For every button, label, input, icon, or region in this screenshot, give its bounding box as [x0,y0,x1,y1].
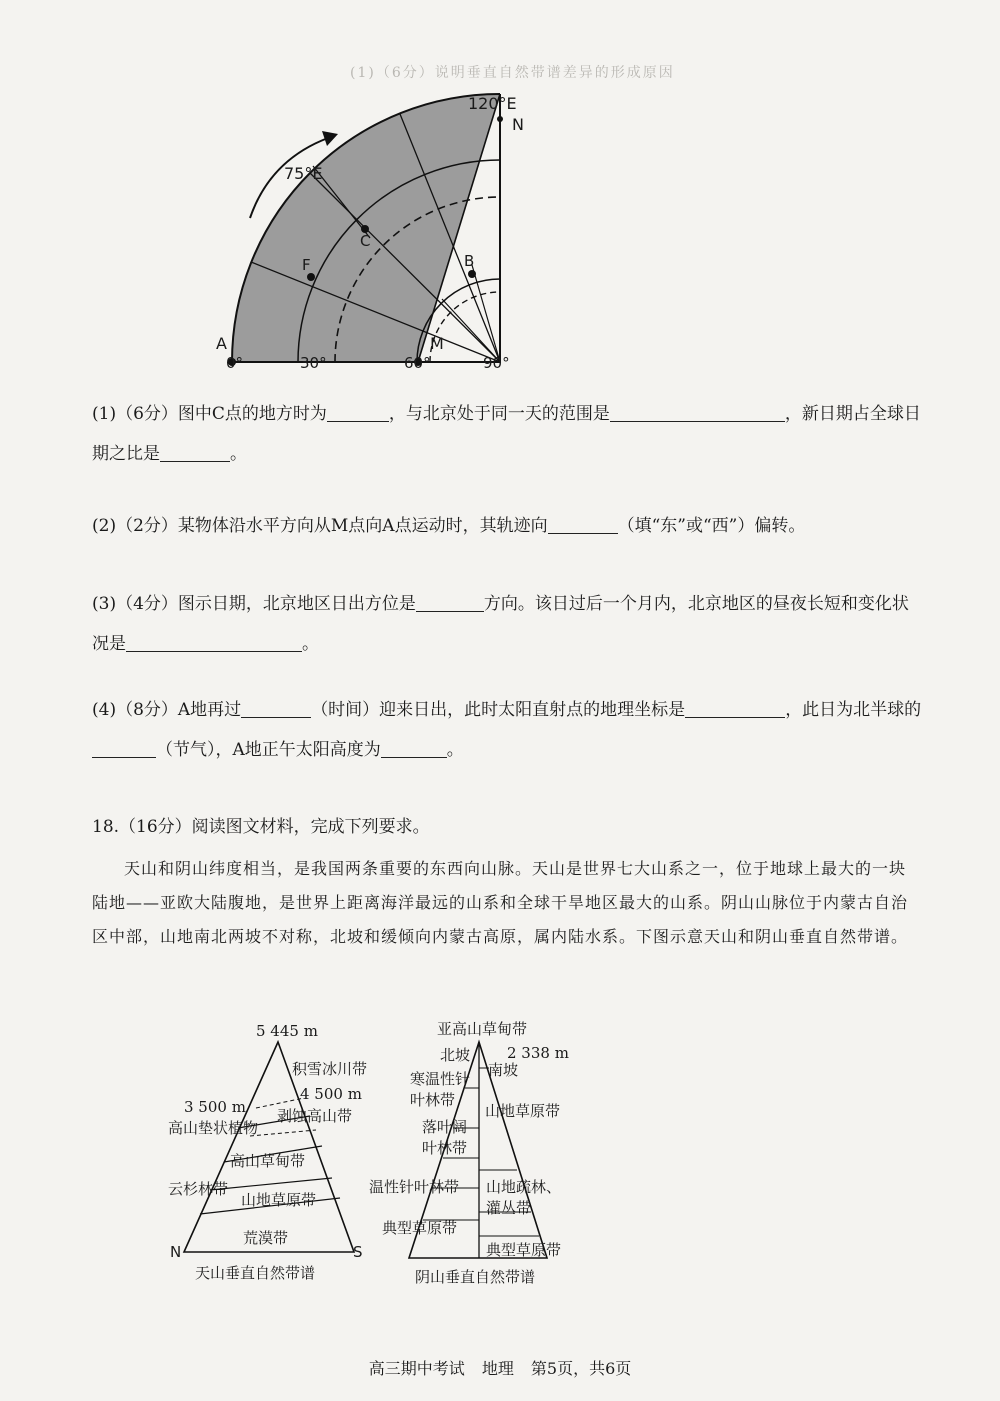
q18-heading: 18.（16分）阅读图文材料，完成下列要求。 [92,817,430,837]
answer-blank[interactable] [416,593,484,612]
answer-blank[interactable] [160,443,230,462]
point-b [468,270,476,278]
answer-blank[interactable] [548,515,618,534]
label-b: B [464,252,475,270]
footer-page: 第5页，共6页 [530,1359,632,1378]
label-0: 0° [226,354,244,372]
tianshan-belt-cushion: 高山垫状植物 [168,1119,259,1137]
yinshan-belt-cold-conifer-2: 叶林带 [410,1091,456,1109]
answer-blank[interactable] [610,403,785,422]
tianshan-belt-erosion: 剥蚀高山带 [277,1107,353,1125]
tianshan-alt-3500: 3 500 m [184,1098,246,1116]
tianshan-belt-meadow: 高山草甸带 [230,1152,306,1170]
question-2: (2)（2分）某物体沿水平方向从M点向A点运动时，其轨迹向 （填“东”或“西”）偏转。 [92,516,806,536]
tianshan-belt-desert: 荒漠带 [243,1229,289,1247]
tianshan-south: S [353,1243,363,1261]
footer-subject: 地理 [481,1359,514,1378]
yinshan-caption: 阴山垂直自然带谱 [415,1268,536,1286]
answer-blank[interactable] [327,403,389,422]
label-c: C [360,232,371,250]
tianshan-caption: 天山垂直自然带谱 [195,1264,316,1282]
answer-blank[interactable] [241,699,311,718]
tianshan-alt-4500: 4 500 m [300,1085,362,1103]
tianshan-belt-snow: 积雪冰川带 [292,1060,368,1078]
point-f [307,273,315,281]
label-m: M [430,334,444,353]
answer-blank[interactable] [685,699,785,718]
yinshan-top-belt: 亚高山草甸带 [437,1020,528,1038]
tianshan-north: N [170,1243,182,1261]
yinshan-peak: 2 338 m [507,1044,569,1062]
answer-blank[interactable] [126,633,302,652]
label-30: 30° [300,354,327,372]
yinshan-belt-cold-conifer-1: 寒温性针 [410,1070,471,1088]
yinshan-belt-mountain-steppe: 山地草原带 [485,1102,561,1120]
tianshan-peak: 5 445 m [256,1022,318,1040]
q18-paragraph: 天山和阴山纬度相当，是我国两条重要的东西向山脉。天山是世界七大山系之一，位于地球上最大的一块陆地——亚欧大陆腹地，是世界上距离海洋最远的山系和全球干旱地区最大的山系。阴山山脉位于内蒙古自治区中部，山地南北两坡不对称，北坡和缓倾向内蒙古高原，属内陆水系。下图示意天山和阴山垂直自然带谱。 [92,859,909,946]
label-a: A [216,334,227,353]
label-f: F [302,256,311,274]
point-n [497,116,503,122]
yinshan-belt-temperate-conifer: 温性针叶林带 [369,1178,460,1196]
label-75e: 75°E [284,164,323,183]
yinshan-belt-sparse-forest-1: 山地疏林、 [486,1178,562,1196]
label-120e: 120°E [468,94,517,113]
yinshan-north-slope: 北坡 [440,1046,471,1064]
label-n: N [512,115,524,134]
answer-blank[interactable] [92,739,156,758]
tianshan-belt-spruce: 云杉林带 [168,1180,229,1198]
answer-blank[interactable] [381,739,447,758]
question-4: (4)（8分）A地再过 （时间）迎来日出，此时太阳直射点的地理坐标是 ，此日为北半球的（节气），A地正午太阳高度为 。 [92,700,922,760]
yinshan-belt-deciduous-2: 叶林带 [422,1139,468,1157]
bleed-through-text: (1)（6分）说明垂直自然带谱差异的形成原因 [350,65,675,81]
yinshan-belt-typical-steppe-north: 典型草原带 [382,1219,458,1237]
page-footer [0,1356,1000,1379]
yinshan-belt-deciduous-1: 落叶阔 [422,1118,468,1136]
question-3: (3)（4分）图示日期，北京地区日出方位是 方向。该日过后一个月内，北京地区的昼夜长短和变化状况是 。 [92,594,909,654]
question-1: (1)（6分）图中C点的地方时为 ，与北京处于同一天的范围是 ，新日期占全球日期之比是 。 [92,404,921,464]
tianshan-belt-steppe: 山地草原带 [241,1191,317,1209]
label-90: 90° [483,354,510,372]
label-60: 60° [404,354,431,372]
yinshan-south-slope: 南坡 [488,1061,519,1079]
footer-exam: 高三期中考试 [368,1359,465,1378]
yinshan-belt-sparse-forest-2: 灌丛带 [486,1199,532,1217]
yinshan-belt-typical-steppe-south: 典型草原带 [486,1241,562,1259]
